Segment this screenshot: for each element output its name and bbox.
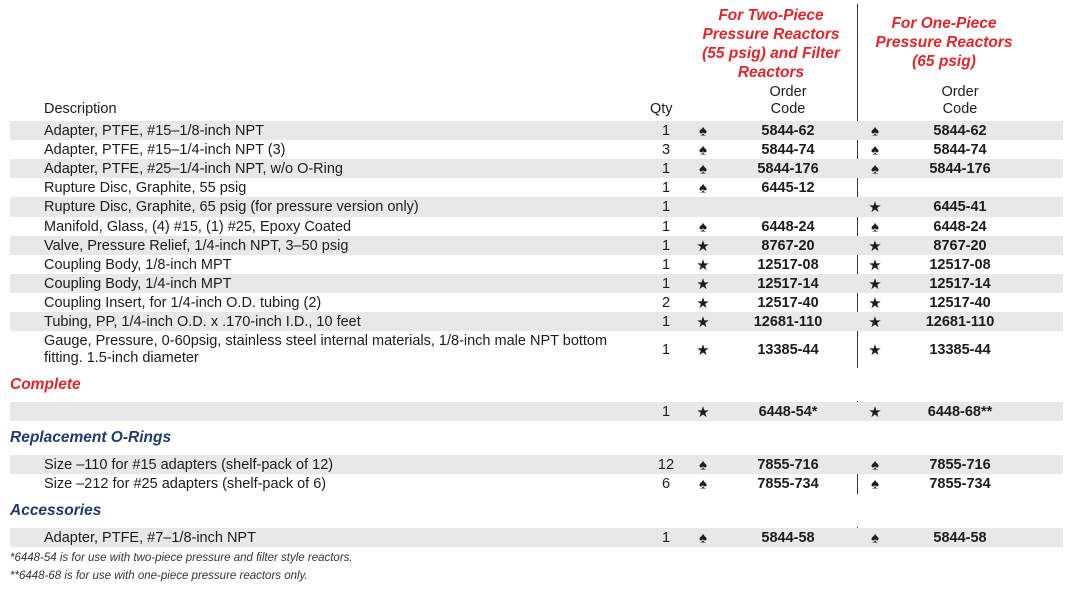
spade-icon: ♠ <box>699 456 707 473</box>
spade-icon: ♠ <box>871 529 879 546</box>
row-description: Gauge, Pressure, 0-60psig, stainless steel internal materials, 1/8-inch male NPT bottom fitting. 1.5-inch diameter <box>44 332 608 366</box>
order-code-two-piece: 12517-40 <box>757 294 819 311</box>
qty-header: Qty <box>650 101 673 117</box>
row-description: Rupture Disc, Graphite, 65 psig (for pressure version only) <box>44 199 419 215</box>
order-code-two-piece: 12681-110 <box>753 313 823 330</box>
star-icon: ★ <box>696 256 710 274</box>
row-qty: 1 <box>661 403 671 420</box>
table-row <box>10 140 1063 159</box>
order-code-two-piece: 6448-24 <box>761 218 815 235</box>
star-icon: ★ <box>696 313 710 331</box>
row-qty: 3 <box>661 141 671 158</box>
spade-icon: ♠ <box>699 122 707 139</box>
table-row <box>10 455 1063 474</box>
row-description: Adapter, PTFE, #15–1/4-inch NPT (3) <box>44 141 286 158</box>
star-icon: ★ <box>868 294 882 312</box>
order-code-two-piece: 5844-62 <box>761 122 815 139</box>
star-icon: ★ <box>696 294 710 312</box>
table-row <box>10 274 1063 293</box>
row-description: Adapter, PTFE, #25–1/4-inch NPT, w/o O-Ring <box>44 160 343 177</box>
star-icon: ★ <box>696 237 710 255</box>
row-qty: 1 <box>661 160 671 177</box>
row-qty: 1 <box>661 199 671 215</box>
order-code-one-piece: 5844-176 <box>929 160 991 177</box>
spade-icon: ♠ <box>699 529 707 546</box>
row-description: Coupling Body, 1/8-inch MPT <box>44 256 232 273</box>
row-qty: 1 <box>661 313 671 330</box>
order-code-two-piece: 5844-176 <box>757 160 819 177</box>
order-code-one-piece: 12517-14 <box>929 275 991 292</box>
section-title-accessories: Accessories <box>10 502 102 519</box>
order-code-two-piece: 5844-74 <box>761 141 815 158</box>
row-description: Size –110 for #15 adapters (shelf-pack of 12) <box>44 456 334 473</box>
order-code-one-piece: 7855-734 <box>929 475 991 492</box>
row-description: Tubing, PP, 1/4-inch O.D. x .170-inch I.D., 10 feet <box>44 313 361 330</box>
row-description: Manifold, Glass, (4) #15, (1) #25, Epoxy Coated <box>44 218 352 235</box>
order-code-one-piece: 6445-41 <box>933 199 987 215</box>
row-description: Valve, Pressure Relief, 1/4-inch NPT, 3–50 psig <box>44 237 349 254</box>
spade-icon: ♠ <box>699 179 707 196</box>
spade-icon: ♠ <box>871 141 879 158</box>
row-qty: 1 <box>661 122 671 139</box>
table-row <box>10 293 1063 312</box>
order-code-one-piece: 7855-716 <box>929 456 991 473</box>
order-code-one-piece: 5844-58 <box>933 529 987 546</box>
description-header: Description <box>44 101 117 117</box>
star-icon: ★ <box>868 341 882 359</box>
row-description: Adapter, PTFE, #15–1/8-inch NPT <box>44 122 265 139</box>
row-qty: 1 <box>661 529 671 546</box>
spade-icon: ♠ <box>699 218 707 235</box>
spade-icon: ♠ <box>871 475 879 492</box>
row-qty: 2 <box>661 294 671 311</box>
spade-icon: ♠ <box>871 218 879 235</box>
table-row <box>10 121 1063 140</box>
row-description: Coupling Body, 1/4-inch MPT <box>44 275 232 292</box>
spade-icon: ♠ <box>871 122 879 139</box>
order-code-one-piece: 5844-62 <box>933 122 987 139</box>
table-row <box>10 159 1063 178</box>
footnote: **6448-68 is for use with one-piece pressure reactors only. <box>10 570 308 582</box>
row-qty: 1 <box>661 275 671 292</box>
table-row <box>10 197 1063 217</box>
spade-icon: ♠ <box>871 160 879 177</box>
order-code-one-piece: 5844-74 <box>933 141 987 158</box>
row-qty: 1 <box>661 218 671 235</box>
star-icon: ★ <box>868 275 882 293</box>
table-row <box>10 331 1063 368</box>
spade-icon: ♠ <box>699 141 707 158</box>
table-row <box>10 474 1063 493</box>
table-row <box>10 312 1063 331</box>
table-row <box>10 528 1063 547</box>
row-qty: 12 <box>657 456 675 473</box>
order-code-two-piece: 6448-54* <box>758 403 818 420</box>
table-row <box>10 402 1063 421</box>
table-row <box>10 178 1063 197</box>
order-code-two-piece: 8767-20 <box>761 237 815 254</box>
order-code-two-piece: 12517-08 <box>757 256 819 273</box>
order-code-two-piece: 5844-58 <box>761 529 815 546</box>
order-code-header-2: Order Code <box>941 84 979 117</box>
row-qty: 1 <box>661 341 671 358</box>
row-description: Rupture Disc, Graphite, 55 psig <box>44 179 247 196</box>
star-icon: ★ <box>868 237 882 255</box>
order-code-two-piece: 12517-14 <box>757 275 819 292</box>
star-icon: ★ <box>868 199 882 216</box>
row-qty: 1 <box>661 256 671 273</box>
order-code-one-piece: 12517-40 <box>929 294 991 311</box>
spade-icon: ♠ <box>871 456 879 473</box>
table-row <box>10 217 1063 236</box>
order-code-one-piece: 12681-110 <box>925 313 995 330</box>
section-title-replacement-o-rings: Replacement O-Rings <box>10 429 172 446</box>
row-qty: 6 <box>661 475 671 492</box>
one-piece-column-heading: For One-Piece Pressure Reactors (65 psig) <box>875 15 1013 70</box>
order-code-header-1: Order Code <box>769 84 807 117</box>
section-title-complete: Complete <box>10 376 81 393</box>
table-row <box>10 236 1063 255</box>
star-icon: ★ <box>696 275 710 293</box>
spade-icon: ♠ <box>699 475 707 492</box>
order-code-two-piece: 13385-44 <box>757 341 819 358</box>
order-code-one-piece: 8767-20 <box>933 237 987 254</box>
order-code-one-piece: 6448-68** <box>927 403 993 420</box>
order-code-one-piece: 13385-44 <box>929 341 991 358</box>
order-code-two-piece: 7855-734 <box>757 475 819 492</box>
row-qty: 1 <box>661 237 671 254</box>
star-icon: ★ <box>696 341 710 359</box>
footnote: *6448-54 is for use with two-piece pressure and filter style reactors. <box>10 552 353 564</box>
row-description: Size –212 for #25 adapters (shelf-pack of 6) <box>44 475 327 492</box>
order-code-two-piece: 6445-12 <box>761 179 815 196</box>
order-code-two-piece: 7855-716 <box>757 456 819 473</box>
order-code-one-piece: 6448-24 <box>933 218 987 235</box>
star-icon: ★ <box>868 256 882 274</box>
spade-icon: ♠ <box>699 160 707 177</box>
row-description: Adapter, PTFE, #7–1/8-inch NPT <box>44 529 256 546</box>
table-row <box>10 255 1063 274</box>
star-icon: ★ <box>868 313 882 331</box>
star-icon: ★ <box>696 403 710 421</box>
row-qty: 1 <box>661 179 671 196</box>
order-code-one-piece: 12517-08 <box>929 256 991 273</box>
row-description: Coupling Insert, for 1/4-inch O.D. tubing (2) <box>44 294 322 311</box>
two-piece-column-heading: For Two-Piece Pressure Reactors (55 psig) and Filter Reactors <box>702 7 840 81</box>
star-icon: ★ <box>868 403 882 421</box>
